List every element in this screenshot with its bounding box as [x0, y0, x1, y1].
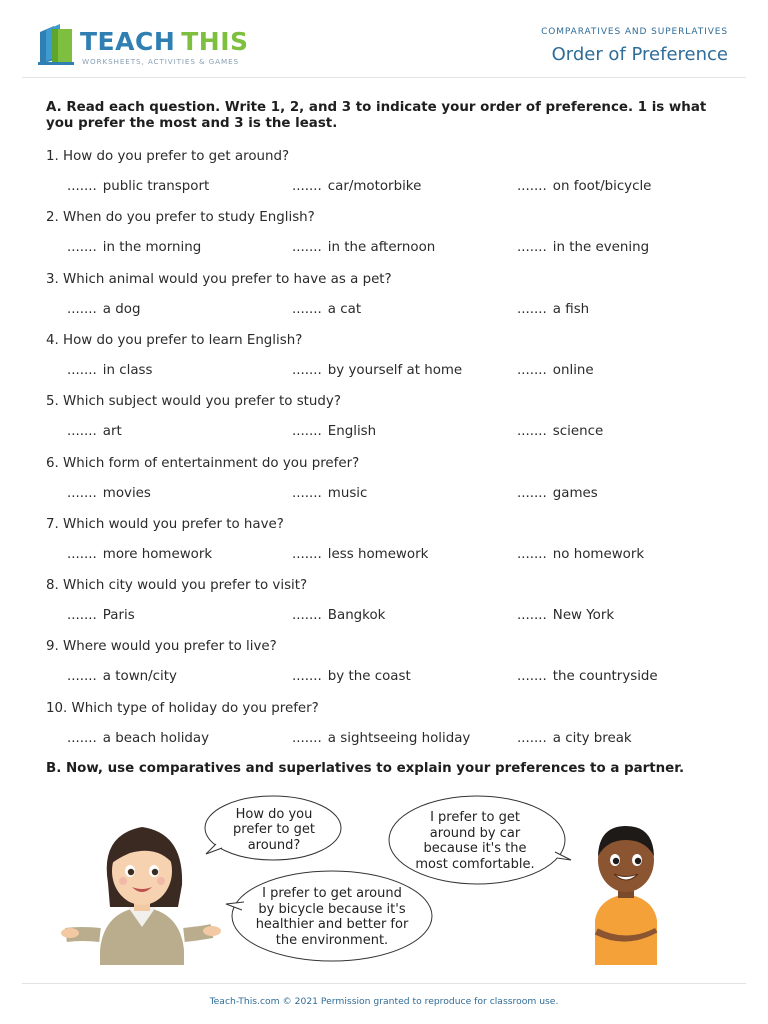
answer-option[interactable]	[67, 363, 153, 378]
question-10: 10. Which type of holiday do you prefer?	[46, 700, 319, 716]
answer-option[interactable]	[517, 302, 589, 317]
worksheet-category: COMPARATIVES AND SUPERLATIVES	[541, 27, 728, 37]
question-1: 1. How do you prefer to get around?	[46, 149, 290, 164]
rank-blank[interactable]: .......	[517, 730, 547, 746]
option-label: science	[552, 424, 604, 440]
option-label: Paris	[102, 608, 135, 624]
answer-option[interactable]	[517, 240, 649, 255]
option-label: more homework	[102, 546, 213, 562]
option-label: car/motorbike	[327, 179, 422, 194]
answer-option[interactable]	[67, 486, 151, 501]
option-label: a cat	[327, 301, 362, 317]
rank-blank[interactable]: .......	[292, 179, 322, 194]
option-label: Bangkok	[327, 608, 386, 624]
rank-blank[interactable]: .......	[517, 179, 547, 194]
section-a-instruction: A. Read each question. Write 1, 2, and 3 to indicate your order of preference. 1 is what you prefer the most and 3 is the least.	[46, 100, 707, 131]
option-label: online	[552, 362, 594, 378]
rank-blank[interactable]: .......	[292, 301, 322, 317]
answer-option[interactable]	[517, 608, 614, 623]
answer-option[interactable]	[517, 731, 632, 746]
option-label: a city break	[552, 730, 632, 746]
rank-blank[interactable]: .......	[517, 301, 547, 317]
answer-option[interactable]	[67, 547, 212, 562]
answer-option[interactable]	[292, 669, 411, 684]
option-label: a sightseeing holiday	[327, 730, 471, 746]
answer-option[interactable]	[517, 363, 594, 378]
option-label: games	[552, 485, 598, 501]
answer-option[interactable]	[292, 486, 367, 501]
rank-blank[interactable]: .......	[292, 362, 322, 378]
option-label: the countryside	[552, 669, 658, 685]
option-label: music	[327, 485, 368, 501]
option-label: art	[102, 424, 122, 440]
option-label: in the morning	[102, 240, 202, 256]
question-6: 6. Which form of entertainment do you prefer?	[46, 455, 360, 471]
answer-option[interactable]	[67, 240, 201, 255]
speech-bubble-question: How do you prefer to get around?	[233, 806, 315, 853]
answer-option[interactable]	[67, 424, 122, 439]
rank-blank[interactable]: .......	[517, 362, 547, 378]
rank-blank[interactable]: .......	[517, 240, 547, 256]
boy-illustration	[585, 820, 667, 965]
question-5: 5. Which subject would you prefer to study?	[46, 394, 341, 410]
answer-option[interactable]	[67, 669, 177, 684]
option-label: a fish	[552, 301, 590, 317]
option-label: a beach holiday	[102, 730, 210, 746]
rank-blank[interactable]: .......	[517, 424, 547, 440]
rank-blank[interactable]: .......	[517, 546, 547, 562]
option-label: a town/city	[102, 669, 177, 685]
question-3: 3. Which animal would you prefer to have as a pet?	[46, 271, 392, 287]
rank-blank[interactable]: .......	[67, 240, 97, 256]
rank-blank[interactable]: .......	[292, 424, 322, 440]
option-label: English	[327, 424, 377, 440]
speech-bubble-bicycle-answer: I prefer to get around by bicycle because it's healthier and better for the environment.	[255, 886, 409, 948]
answer-option[interactable]	[67, 608, 135, 623]
option-label: in the afternoon	[327, 240, 436, 256]
answer-option[interactable]	[292, 240, 435, 255]
rank-blank[interactable]: .......	[517, 485, 547, 501]
rank-blank[interactable]: .......	[67, 608, 97, 624]
answer-option[interactable]	[517, 179, 651, 194]
rank-blank[interactable]: .......	[517, 669, 547, 685]
answer-option[interactable]	[292, 731, 470, 746]
rank-blank[interactable]: .......	[292, 730, 322, 746]
section-b-instruction: B. Now, use comparatives and superlatives to explain your preferences to a partner.	[46, 761, 685, 776]
option-label: movies	[102, 485, 151, 501]
rank-blank[interactable]: .......	[67, 485, 97, 501]
answer-option[interactable]	[517, 547, 644, 562]
logo-tagline: WORKSHEETS, ACTIVITIES & GAMES	[82, 57, 239, 66]
option-label: in the evening	[552, 240, 650, 256]
option-label: a dog	[102, 301, 141, 317]
answer-option[interactable]	[517, 424, 603, 439]
question-7: 7. Which would you prefer to have?	[46, 516, 284, 532]
answer-option[interactable]	[292, 179, 421, 194]
rank-blank[interactable]: .......	[67, 179, 97, 194]
rank-blank[interactable]: .......	[292, 546, 322, 562]
page-title: Order of Preference	[551, 44, 728, 65]
logo-wordmark: TEACH THIS	[80, 27, 249, 56]
answer-option[interactable]	[292, 424, 376, 439]
option-label: in class	[102, 362, 153, 378]
rank-blank[interactable]: .......	[292, 669, 322, 685]
rank-blank[interactable]: .......	[292, 608, 322, 624]
rank-blank[interactable]: .......	[292, 240, 322, 256]
option-label: on foot/bicycle	[552, 179, 652, 194]
option-label: by yourself at home	[327, 362, 463, 378]
answer-option[interactable]	[517, 486, 598, 501]
question-8: 8. Which city would you prefer to visit?	[46, 578, 308, 594]
answer-option[interactable]	[67, 731, 209, 746]
option-label: by the coast	[327, 669, 411, 685]
answer-option[interactable]	[292, 547, 428, 562]
header-divider	[22, 77, 746, 78]
option-label: less homework	[327, 546, 429, 562]
speech-bubble-car-answer: I prefer to get around by car because it's the most comfortable.	[415, 810, 535, 872]
question-9: 9. Where would you prefer to live?	[46, 639, 277, 655]
answer-option[interactable]	[517, 669, 658, 684]
answer-option[interactable]	[292, 302, 361, 317]
option-label: New York	[552, 608, 615, 624]
rank-blank[interactable]: .......	[67, 301, 97, 317]
rank-blank[interactable]: .......	[67, 669, 97, 685]
answer-option[interactable]	[292, 363, 462, 378]
question-2: 2. When do you prefer to study English?	[46, 210, 315, 226]
answer-option[interactable]	[67, 179, 209, 194]
rank-blank[interactable]: .......	[67, 424, 97, 440]
rank-blank[interactable]: .......	[67, 362, 97, 378]
footer-copyright: Teach-This.com © 2021 Permission granted to reproduce for classroom use.	[209, 996, 559, 1007]
footer-divider	[22, 983, 746, 984]
rank-blank[interactable]: .......	[67, 730, 97, 746]
logo-book-icon	[36, 24, 76, 66]
rank-blank[interactable]: .......	[292, 485, 322, 501]
rank-blank[interactable]: .......	[517, 608, 547, 624]
rank-blank[interactable]: .......	[67, 546, 97, 562]
question-4: 4. How do you prefer to learn English?	[46, 332, 303, 348]
answer-option[interactable]	[67, 302, 140, 317]
option-label: public transport	[102, 179, 210, 194]
answer-option[interactable]	[292, 608, 385, 623]
option-label: no homework	[552, 546, 645, 562]
